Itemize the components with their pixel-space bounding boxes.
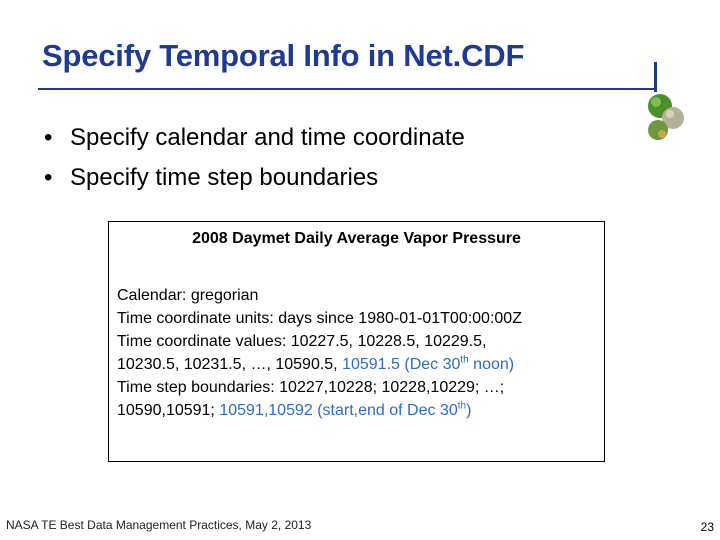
bounds-highlight: 10591,10592 (start,end of Dec 30th)	[219, 400, 472, 419]
calendar-line: Calendar: gregorian	[117, 287, 259, 304]
info-box	[108, 221, 605, 462]
bullet-item: • Specify time step boundaries	[44, 164, 379, 191]
bounds-line: Time step boundaries: 10227,10228; 10228,10229; …;	[117, 379, 505, 396]
title-underline	[38, 88, 656, 90]
values-highlight: 10591.5 (Dec 30th noon)	[342, 354, 515, 373]
units-line: Time coordinate units: days since 1980-01-01T00:00:00Z	[117, 310, 522, 327]
box-title: 2008 Daymet Daily Average Vapor Pressure	[192, 230, 521, 247]
values-text: 10230.5, 10231.5, …, 10590.5,	[117, 356, 343, 373]
bullet-item: • Specify calendar and time coordinate	[44, 124, 465, 151]
values-line-2	[117, 353, 522, 376]
values-line: Time coordinate values: 10227.5, 10228.5, 10229.5,	[117, 333, 487, 350]
bounds-text: 10590,10591;	[117, 402, 220, 419]
bounds-line-2	[117, 399, 522, 422]
bullet-text: Specify time step boundaries	[70, 164, 379, 191]
footer-text: NASA TE Best Data Management Practices, May 2, 2013	[6, 518, 312, 532]
globe-logo-icon	[640, 92, 692, 144]
title-vertical-rule	[654, 62, 657, 92]
slide-title: Specify Temporal Info in Net.CDF	[42, 38, 525, 73]
bullet-text: Specify calendar and time coordinate	[70, 124, 465, 151]
page-number: 23	[700, 520, 714, 534]
box-content	[117, 284, 522, 422]
bullet-list	[44, 118, 465, 198]
